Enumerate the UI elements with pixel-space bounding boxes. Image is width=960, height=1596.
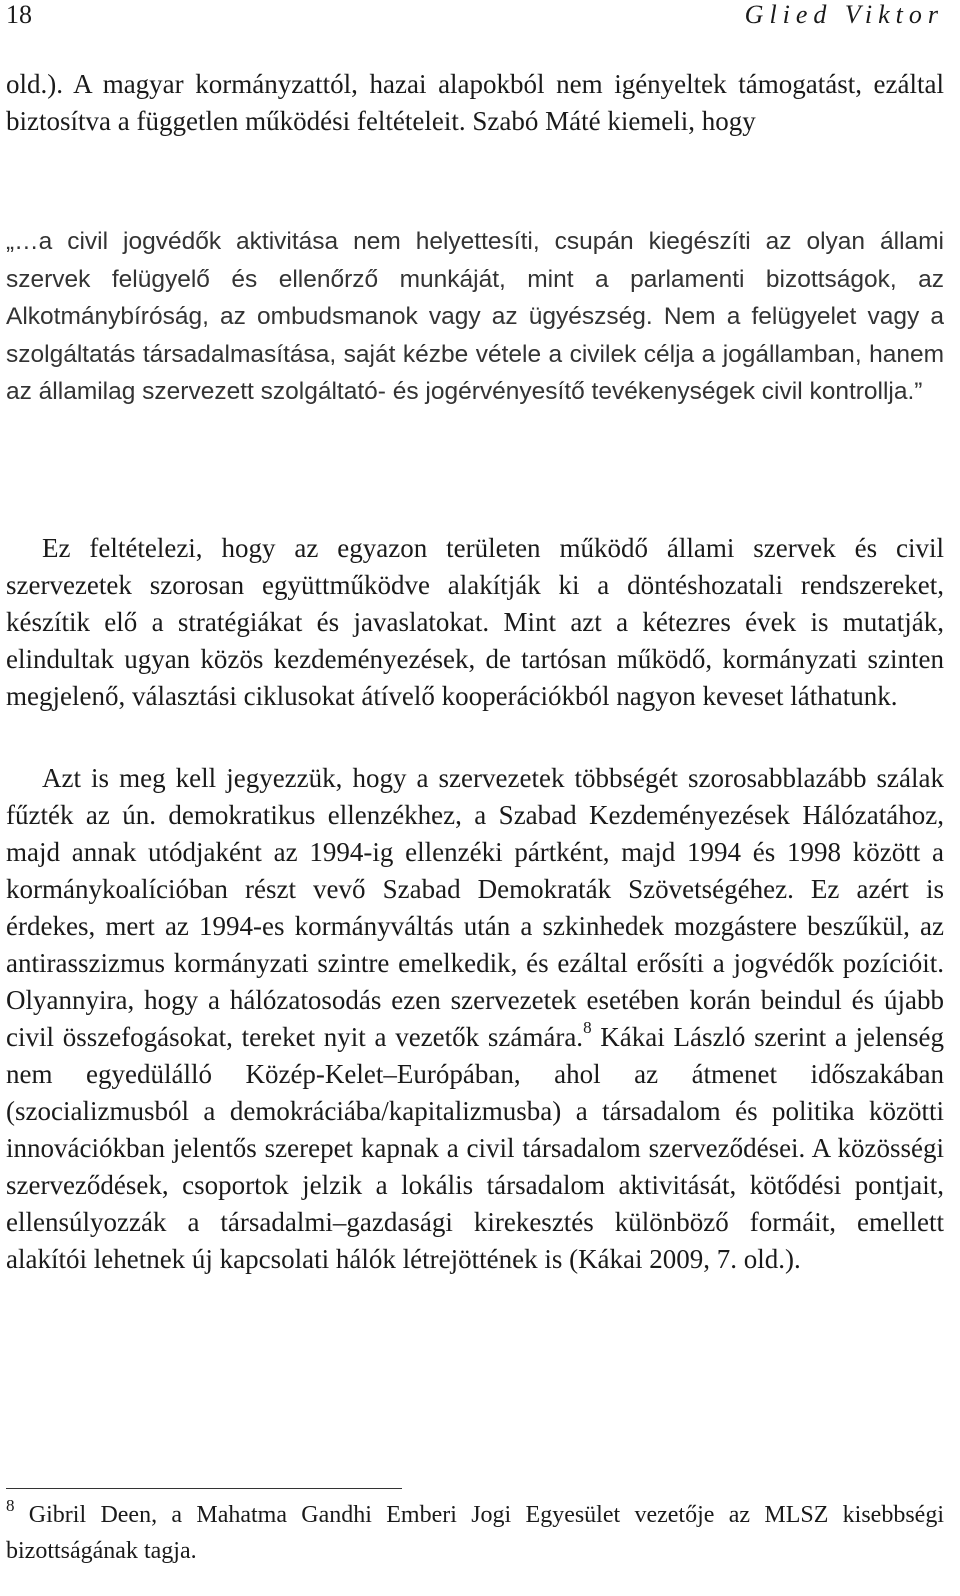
paragraph-3 [6, 760, 944, 1278]
running-header [6, 0, 944, 30]
footnote-reference[interactable]: 8 [583, 1018, 592, 1037]
block-quote: „…a civil jogvédők aktivitása nem helyettesíti, csupán kiegészíti az olyan állami szervek felügyelő és ellenőrző munkáját, mint a parlamenti bizottságok, az Alkotmánybíróság, az ombudsmanok vagy az ügyészség. Nem a felügyelet vagy a szolgáltatás társadalmasítása, saját kézbe vétele a civilek célja a jogállamban, hanem az államilag szervezett szolgáltató- és jogérvényesítő tevékenységek civil kontrollja.” [6, 228, 944, 405]
paragraph-3-text-before: Azt is meg kell jegyezzük, hogy a szervezetek többségét szorosabblazább szálak fűzték az ún. demokratikus ellenzékhez, a Szabad Kezdeményezések Hálózatához, majd annak utódjaként az 1994-ig ellenzéki pártként, majd 1994 és 1998 között a kormánykoalícióban részt vevő Szabad Demokraták Szövetségéhez. Ez azért is érdekes, mert az 1994-es kormányváltás után a szkinhedek mozgástere beszűkül, az antirasszizmus kormányzati szintre emelkedik, és ezáltal erősíti a jogvédők pozícióit. Olyannyira, hogy a hálózatosodás ezen szervezetek esetében korán beindul és újabb civil összefogásokat, tereket nyit a vezetők számára. [6, 763, 944, 1052]
paragraph-2 [6, 530, 944, 715]
running-header-author: Glied Viktor [744, 0, 944, 29]
footnote-marker: 8 [6, 1496, 15, 1515]
footnote-separator [6, 1488, 402, 1489]
paragraph-1: old.). A magyar kormányzattól, hazai alapokból nem igényeltek támogatást, ezáltal biztosítva a független működési feltételeit. Szabó Máté kiemeli, hogy [6, 69, 944, 136]
footnote-text: Gibril Deen, a Mahatma Gandhi Emberi Jogi Egyesület vezetője az MLSZ kisebbségi bizottságának tagja. [6, 1502, 944, 1564]
paragraph-2-text: Ez feltételezi, hogy az egyazon területen működő állami szervek és civil szervezetek szorosan együttműködve alakítják ki a döntéshozatali rendszereket, készítik elő a stratégiákat és javaslatokat. Mint azt a kétezres évek is mutatják, elindultak ugyan közös kezdeményezések, de tartósan működő, kormányzati szinten megjelenő, választási ciklusokat átívelő kooperációkból nagyon keveset láthatunk. [6, 533, 944, 711]
footnote [6, 1497, 944, 1569]
page-number: 18 [6, 0, 32, 29]
paragraph-3-text-after: Kákai László szerint a jelenség nem egyedülálló Közép-Kelet–Európában, ahol az átmenet időszakában (szocializmusból a demokráciába/kapitalizmusba) a társadalom és politika közötti innovációkban jelentős szerepet kapnak a civil társadalom szerveződései. A közösségi szerveződések, csoportok jelzik a lokális társadalom aktivitását, kötődési pontjait, ellensúlyozzák a társadalmi–gazdasági kirekesztés különböző formáit, emellett alakítói lehetnek új kapcsolati hálók létrejöttének is (Kákai 2009, 7. old.). [6, 1022, 944, 1274]
